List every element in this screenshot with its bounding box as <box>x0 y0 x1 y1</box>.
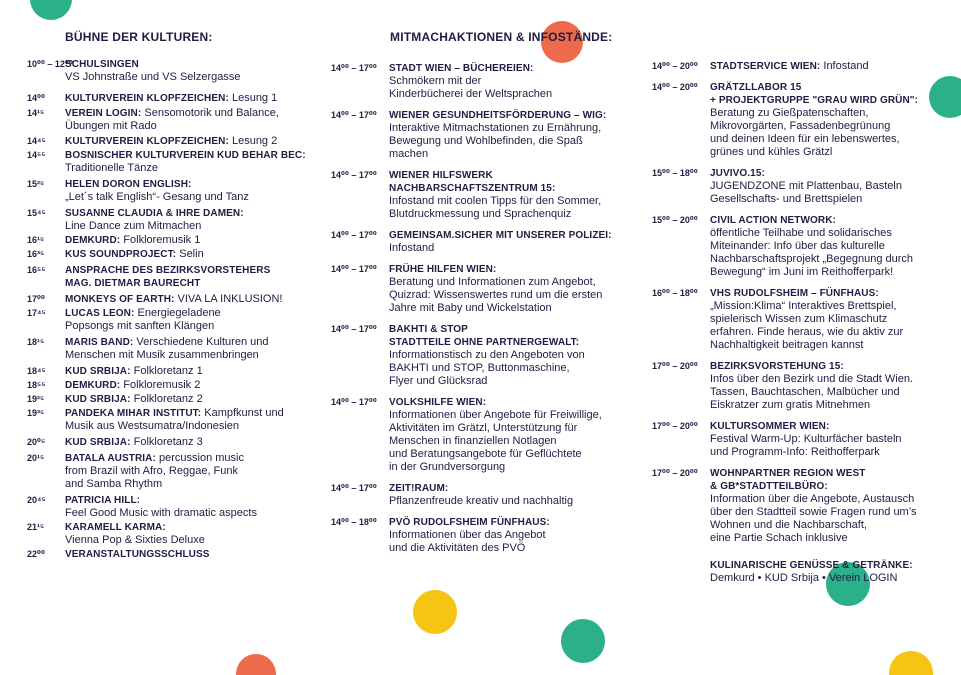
entry-description-line: from Brazil with Afro, Reggae, Funk <box>65 465 239 477</box>
entry-description: VIVA LA INKLUSION! <box>174 293 283 305</box>
entry-name: ANSPRACHE DES BEZIRKSVORSTEHERS <box>65 265 271 276</box>
entry-description-line: Beratung und Informationen zum Angebot, <box>389 276 596 288</box>
entry-description-line: machen <box>389 148 429 160</box>
entry-description: Folkloretanz 2 <box>130 393 203 405</box>
entry-description-line: Schmökern mit der <box>389 75 482 87</box>
entry-time: 14⁰⁰ – 20⁰⁰ <box>652 82 698 92</box>
entry-description-line: Flyer und Glücksrad <box>389 375 488 387</box>
entry-description-line: Informationen über Angebote für Freiwillige, <box>389 409 602 421</box>
entry-name: BATALA AUSTRIA: <box>65 453 156 464</box>
entry-time: 14⁰⁰ – 17⁰⁰ <box>331 230 377 240</box>
entry-description: Folkloretanz 3 <box>130 436 203 448</box>
entry-name: GRÄTZLLABOR 15 <box>710 82 802 93</box>
entry-name: KUD SRBIJA: <box>65 394 131 405</box>
entry-time: 14⁰⁰ – 17⁰⁰ <box>331 397 377 407</box>
entry-time: 18⁵⁵ <box>27 380 46 390</box>
entry-description-line: Nachbarschaftsprojekt „Begegnung durch <box>710 253 914 265</box>
entry-name-continued: MAG. DIETMAR BAURECHT <box>65 278 201 289</box>
entry-time: 17⁰⁰ <box>27 294 45 304</box>
schedule-entry <box>27 521 317 547</box>
schedule-entry <box>652 81 952 159</box>
schedule-entry <box>652 360 952 412</box>
entry-description-line: Kinderbücherei der Weltsprachen <box>389 88 553 100</box>
entry-description-line: in der Grundversorgung <box>389 461 506 473</box>
schedule-entry <box>27 234 317 247</box>
entry-name-continued: & GB*STADTTEILBÜRO: <box>710 481 828 492</box>
schedule-entry <box>652 559 952 585</box>
entry-description-line: Tassen, Bauchtaschen, Malbücher und <box>710 386 900 398</box>
schedule-entry <box>331 109 641 161</box>
schedule-entry <box>652 420 952 459</box>
entry-description: percussion music <box>155 452 244 464</box>
entry-description-line: Nachhaltigkeit beitragen kannst <box>710 339 864 351</box>
entry-name: WIENER HILFSWERK <box>389 170 493 181</box>
entry-name: STADT WIEN – BÜCHEREIEN: <box>389 63 534 74</box>
schedule-entry <box>331 396 641 474</box>
schedule-entry <box>27 107 317 133</box>
schedule-entry <box>652 167 952 206</box>
schedule-entry <box>331 169 641 221</box>
entry-time: 10⁰⁰ – 12⁰⁰ <box>27 59 73 69</box>
schedule-entry <box>27 248 317 261</box>
entry-description-line: VS Johnstraße und VS Selzergasse <box>65 71 241 83</box>
decorative-dot <box>236 654 276 675</box>
decorative-dot <box>30 0 72 20</box>
entry-description: Sensomotorik und Balance, <box>141 107 279 119</box>
entry-time: 20⁴⁵ <box>27 495 46 505</box>
entry-description-line: Menschen in finanziellen Notlagen <box>389 435 557 447</box>
schedule-entry <box>27 548 317 561</box>
entry-description-line: Information über die Angebote, Austausch <box>710 493 915 505</box>
entry-description-line: Quizrad: Wissenswertes rund um die ersten <box>389 289 603 301</box>
entry-name: ZEIT!RAUM: <box>389 483 449 494</box>
schedule-entry <box>331 323 641 388</box>
entry-time: 19³⁵ <box>27 408 45 418</box>
entry-description-line: Eiskratzer zum gratis Mitnehmen <box>710 399 871 411</box>
entry-description-line: JUGENDZONE mit Plattenbau, Basteln <box>710 180 902 192</box>
schedule-entry <box>27 494 317 520</box>
entry-name: PVÖ RUDOLFSHEIM FÜNFHAUS: <box>389 517 550 528</box>
entry-name: JUVIVO.15: <box>710 168 765 179</box>
entry-description-line: Mikrovorgärten, Fassadenbegrünung <box>710 120 891 132</box>
entry-name: DEMKURD: <box>65 235 121 246</box>
entry-description-line: Interaktive Mitmachstationen zu Ernährung, <box>389 122 602 134</box>
entry-description-line: Traditionelle Tänze <box>65 162 158 174</box>
entry-description: Folkloretanz 1 <box>130 365 203 377</box>
entry-name-continued: + PROJEKTGRUPPE "GRAU WIRD GRÜN": <box>710 95 919 106</box>
entry-description-line: „Let´s talk English“- Gesang und Tanz <box>65 191 249 203</box>
entry-name: VOLKSHILFE WIEN: <box>389 397 487 408</box>
stage-schedule <box>27 58 317 561</box>
entry-time: 14⁰⁰ <box>27 93 45 103</box>
entry-time: 20⁰⁵ <box>27 437 46 447</box>
entry-description-line: and Samba Rhythm <box>65 478 163 490</box>
stage-heading: BÜHNE DER KULTUREN: <box>65 30 213 44</box>
entry-time: 16⁰⁰ – 18⁰⁰ <box>652 288 698 298</box>
entry-name: LUCAS LEON: <box>65 308 135 319</box>
schedule-entry <box>27 407 317 433</box>
entry-name: DEMKURD: <box>65 380 121 391</box>
entry-description-line: spielerisch Wissen zum Klimaschutz <box>710 313 888 325</box>
entry-time: 17⁰⁰ – 20⁰⁰ <box>652 361 698 371</box>
entry-time: 18⁴⁵ <box>27 366 46 376</box>
schedule-entry <box>27 149 317 175</box>
entry-description: Selin <box>176 248 204 260</box>
entry-description-line: und die Aktivitäten des PVÖ <box>389 542 526 554</box>
entry-time: 16¹⁵ <box>27 235 45 245</box>
decorative-dot <box>413 590 457 634</box>
entry-description: Energiegeladene <box>134 307 221 319</box>
entry-name: PANDEKA MIHAR INSTITUT: <box>65 408 202 419</box>
entry-description-line: Infos über den Bezirk und die Stadt Wien. <box>710 373 914 385</box>
entry-description-line: und deinen Ideen für ein lebenswertes, <box>710 133 900 145</box>
entry-description-line: Vienna Pop & Sixties Deluxe <box>65 534 205 546</box>
entry-name: CIVIL ACTION NETWORK: <box>710 215 836 226</box>
activities-heading: MITMACHAKTIONEN & INFOSTÄNDE: <box>390 30 613 44</box>
schedule-entry <box>27 264 317 290</box>
entry-name: KULTURVEREIN KLOPFZEICHEN: <box>65 93 229 104</box>
entry-name: BOSNISCHER KULTURVEREIN KUD BEHAR BEC: <box>65 150 306 161</box>
schedule-entry <box>27 365 317 378</box>
entry-time: 19²⁵ <box>27 394 45 404</box>
entry-time: 14⁴⁵ <box>27 136 46 146</box>
entry-description-line: Wohnen und die Nachbarschaft, <box>710 519 867 531</box>
entry-description-line: Gesellschafts- und Brettspielen <box>710 193 863 205</box>
schedule-entry <box>27 452 317 491</box>
info-stands-schedule <box>652 60 952 585</box>
entry-description-line: grünes und kühles Grätzl <box>710 146 833 158</box>
entry-description-line: Menschen mit Musik zusammenbringen <box>65 349 259 361</box>
entry-description-line: eine Partie Schach inklusive <box>710 532 848 544</box>
entry-description-line: Blutdruckmessung und Sprachenquiz <box>389 208 572 220</box>
entry-description: Infostand <box>820 60 869 72</box>
entry-name: SUSANNE CLAUDIA & IHRE DAMEN: <box>65 208 244 219</box>
schedule-entry <box>27 307 317 333</box>
entry-name: KUS SOUNDPROJECT: <box>65 249 177 260</box>
entry-name: GEMEINSAM.SICHER MIT UNSERER POLIZEI: <box>389 230 612 241</box>
schedule-entry <box>27 379 317 392</box>
entry-time: 14⁰⁰ – 17⁰⁰ <box>331 170 377 180</box>
schedule-entry <box>27 135 317 148</box>
schedule-entry <box>331 516 641 555</box>
entry-description-line: BAKHTI und STOP, Buttonmaschine, <box>389 362 570 374</box>
entry-description-line: Jahre mit Baby und Wickelstation <box>389 302 552 314</box>
entry-time: 15⁰⁰ – 18⁰⁰ <box>652 168 698 178</box>
entry-description-line: Informationstisch zu den Angeboten von <box>389 349 585 361</box>
schedule-entry <box>652 287 952 352</box>
entry-description-line: Festival Warm-Up: Kulturfächer basteln <box>710 433 902 445</box>
entry-name: FRÜHE HILFEN WIEN: <box>389 264 497 275</box>
entry-description-line: Miteinander: Info über das kulturelle <box>710 240 885 252</box>
schedule-entry <box>27 207 317 233</box>
entry-name-continued: STADTTEILE OHNE PARTNERGEWALT: <box>389 337 580 348</box>
schedule-entry <box>331 62 641 101</box>
entry-time: 17⁰⁰ – 20⁰⁰ <box>652 421 698 431</box>
entry-name: SCHULSINGEN <box>65 59 139 70</box>
decorative-dot <box>561 619 605 663</box>
schedule-entry <box>331 482 641 508</box>
entry-time: 14⁰⁰ – 17⁰⁰ <box>331 110 377 120</box>
entry-name: WIENER GESUNDHEITSFÖRDERUNG – WIG: <box>389 110 607 121</box>
entry-name: HELEN DORON ENGLISH: <box>65 179 192 190</box>
entry-name: BEZIRKSVORSTEHUNG 15: <box>710 361 844 372</box>
entry-description: Lesung 1 <box>228 92 278 104</box>
entry-description-line: Musik aus Westsumatra/Indonesien <box>65 420 240 432</box>
entry-description-line: und Programm-Info: Reithofferpark <box>710 446 880 458</box>
entry-description-line: Infostand mit coolen Tipps für den Sommer, <box>389 195 602 207</box>
entry-description-line: Pflanzenfreude kreativ und nachhaltig <box>389 495 574 507</box>
schedule-entry <box>27 58 317 84</box>
entry-description-line: „Mission:Klima“ Interaktives Brettspiel, <box>710 300 897 312</box>
entry-description: Kampfkunst und <box>201 407 284 419</box>
entry-description: Folkloremusik 2 <box>120 379 201 391</box>
entry-description-line: Aktivitäten im Grätzl, Unterstützung für <box>389 422 578 434</box>
entry-description-line: Übungen mit Rado <box>65 120 157 132</box>
entry-description-line: erfahren. Finde heraus, wie du aktiv zur <box>710 326 904 338</box>
entry-time: 18¹⁵ <box>27 337 45 347</box>
entry-name: BAKHTI & STOP <box>389 324 468 335</box>
entry-time: 14⁰⁰ – 17⁰⁰ <box>331 63 377 73</box>
entry-name: KUD SRBIJA: <box>65 366 131 377</box>
activities-schedule <box>331 62 641 555</box>
entry-time: 14⁰⁰ – 18⁰⁰ <box>331 517 377 527</box>
entry-time: 16³⁵ <box>27 249 45 259</box>
entry-description-line: Bewegung“ im Juni im Reithofferpark! <box>710 266 894 278</box>
entry-description-line: über den Stadtteil sowie Fragen rund um’s <box>710 506 917 518</box>
entry-name: KULTURVEREIN KLOPFZEICHEN: <box>65 136 229 147</box>
entry-name: KARAMELL KARMA: <box>65 522 166 533</box>
entry-name: MONKEYS OF EARTH: <box>65 294 175 305</box>
schedule-entry <box>652 60 952 73</box>
entry-name: WOHNPARTNER REGION WEST <box>710 468 866 479</box>
entry-name: VERANSTALTUNGSSCHLUSS <box>65 549 210 560</box>
entry-name: KULINARISCHE GENÜSSE & GETRÄNKE: <box>710 560 913 571</box>
entry-name: MARIS BAND: <box>65 337 134 348</box>
entry-time: 14¹⁵ <box>27 108 45 118</box>
entry-name: PATRICIA HILL: <box>65 495 141 506</box>
schedule-entry <box>331 229 641 255</box>
entry-time: 14⁰⁰ – 17⁰⁰ <box>331 324 377 334</box>
entry-time: 15⁰⁰ – 20⁰⁰ <box>652 215 698 225</box>
entry-description-line: Line Dance zum Mitmachen <box>65 220 202 232</box>
entry-name: VEREIN LOGIN: <box>65 108 142 119</box>
schedule-entry <box>652 214 952 279</box>
schedule-entry <box>27 336 317 362</box>
entry-description: Folkloremusik 1 <box>120 234 201 246</box>
entry-description-line: Informationen über das Angebot <box>389 529 546 541</box>
entry-description-line: Bewegung und Wohlbefinden, die Spaß <box>389 135 583 147</box>
entry-time: 14⁰⁰ – 17⁰⁰ <box>331 264 377 274</box>
schedule-entry <box>27 393 317 406</box>
decorative-dot <box>889 651 933 675</box>
schedule-entry <box>27 92 317 105</box>
schedule-entry <box>27 178 317 204</box>
entry-name: STADTSERVICE WIEN: <box>710 61 821 72</box>
entry-description-line: Infostand <box>389 242 435 254</box>
entry-time: 16⁵⁵ <box>27 265 46 275</box>
entry-time: 17⁴⁵ <box>27 308 46 318</box>
entry-time: 21¹⁵ <box>27 522 45 532</box>
entry-time: 22⁰⁰ <box>27 549 45 559</box>
entry-time: 15⁴⁵ <box>27 208 46 218</box>
entry-name-continued: NACHBARSCHAFTSZENTRUM 15: <box>389 183 556 194</box>
entry-description: Lesung 2 <box>228 135 278 147</box>
entry-description-line: Feel Good Music with dramatic aspects <box>65 507 257 519</box>
entry-description-line: Popsongs mit sanften Klängen <box>65 320 215 332</box>
entry-name: KUD SRBIJA: <box>65 437 131 448</box>
entry-name: KULTURSOMMER WIEN: <box>710 421 830 432</box>
entry-name: VHS RUDOLFSHEIM – FÜNFHAUS: <box>710 288 879 299</box>
entry-description-line: Demkurd • KUD Srbija • Verein LOGIN <box>710 572 898 584</box>
entry-description: Verschiedene Kulturen und <box>133 336 269 348</box>
entry-time: 20¹⁵ <box>27 453 45 463</box>
schedule-entry <box>27 436 317 449</box>
entry-time: 14⁰⁰ – 20⁰⁰ <box>652 61 698 71</box>
entry-description-line: und Beratungsangebote für Geflüchtete <box>389 448 582 460</box>
entry-time: 17⁰⁰ – 20⁰⁰ <box>652 468 698 478</box>
schedule-entry <box>652 467 952 545</box>
entry-time: 15²⁵ <box>27 179 45 189</box>
schedule-entry <box>27 293 317 306</box>
entry-time: 14⁵⁵ <box>27 150 46 160</box>
entry-time: 14⁰⁰ – 17⁰⁰ <box>331 483 377 493</box>
schedule-entry <box>331 263 641 315</box>
entry-description-line: Beratung zu Gießpatenschaften, <box>710 107 869 119</box>
entry-description-line: öffentliche Teilhabe und solidarisches <box>710 227 892 239</box>
